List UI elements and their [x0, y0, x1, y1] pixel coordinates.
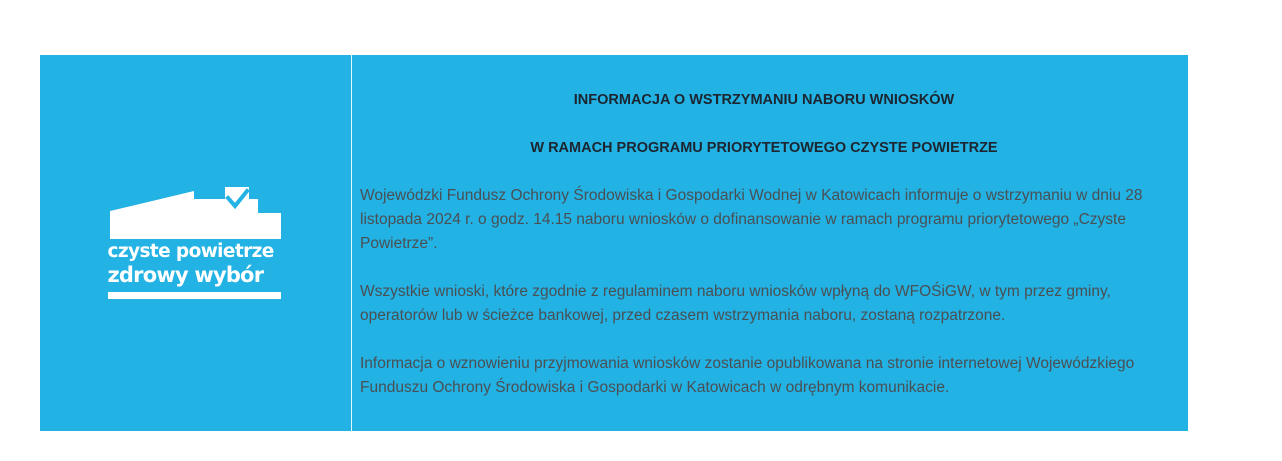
czyste-powietrze-logo[interactable]: [108, 187, 284, 299]
notice-heading-2: W RAMACH PROGRAMU PRIORYTETOWEGO CZYSTE POWIETRZE: [530, 140, 998, 156]
logo-text-line2: zdrowy wybór: [107, 263, 264, 287]
notice-paragraph: Wszystkie wnioski, które zgodnie z regulaminem naboru wniosków wpłyną do WFOŚiGW, w tym przez gminy, operatorów lub w ścieżce bankowej, przed czasem wstrzymania naboru, zostaną rozpatrzone.: [360, 283, 1111, 324]
logo-panel: [40, 55, 352, 431]
notice-paragraph: Wojewódzki Fundusz Ochrony Środowiska i Gospodarki Wodnej w Katowicach informuje o wstrzymaniu w dniu 28 listopada 2024 r. o godz. 14.15 naboru wniosków o dofinansowanie w ramach programu priorytetowego „Czyste Powietrze”.: [360, 187, 1143, 252]
notice-paragraph: Informacja o wznowieniu przyjmowania wniosków zostanie opublikowana na stronie internetowej Wojewódzkiego Funduszu Ochrony Środowiska i Gospodarki w Katowicach w odrębnym komunikacie.: [360, 355, 1135, 396]
notice-content: [352, 55, 1188, 431]
house-roof-check-icon: [108, 187, 284, 241]
notice-heading-1: INFORMACJA O WSTRZYMANIU NABORU WNIOSKÓW: [573, 92, 955, 108]
logo-text-line1: czyste powietrze: [107, 241, 274, 262]
notice-banner: [40, 55, 1188, 431]
logo-underline: [108, 292, 281, 299]
